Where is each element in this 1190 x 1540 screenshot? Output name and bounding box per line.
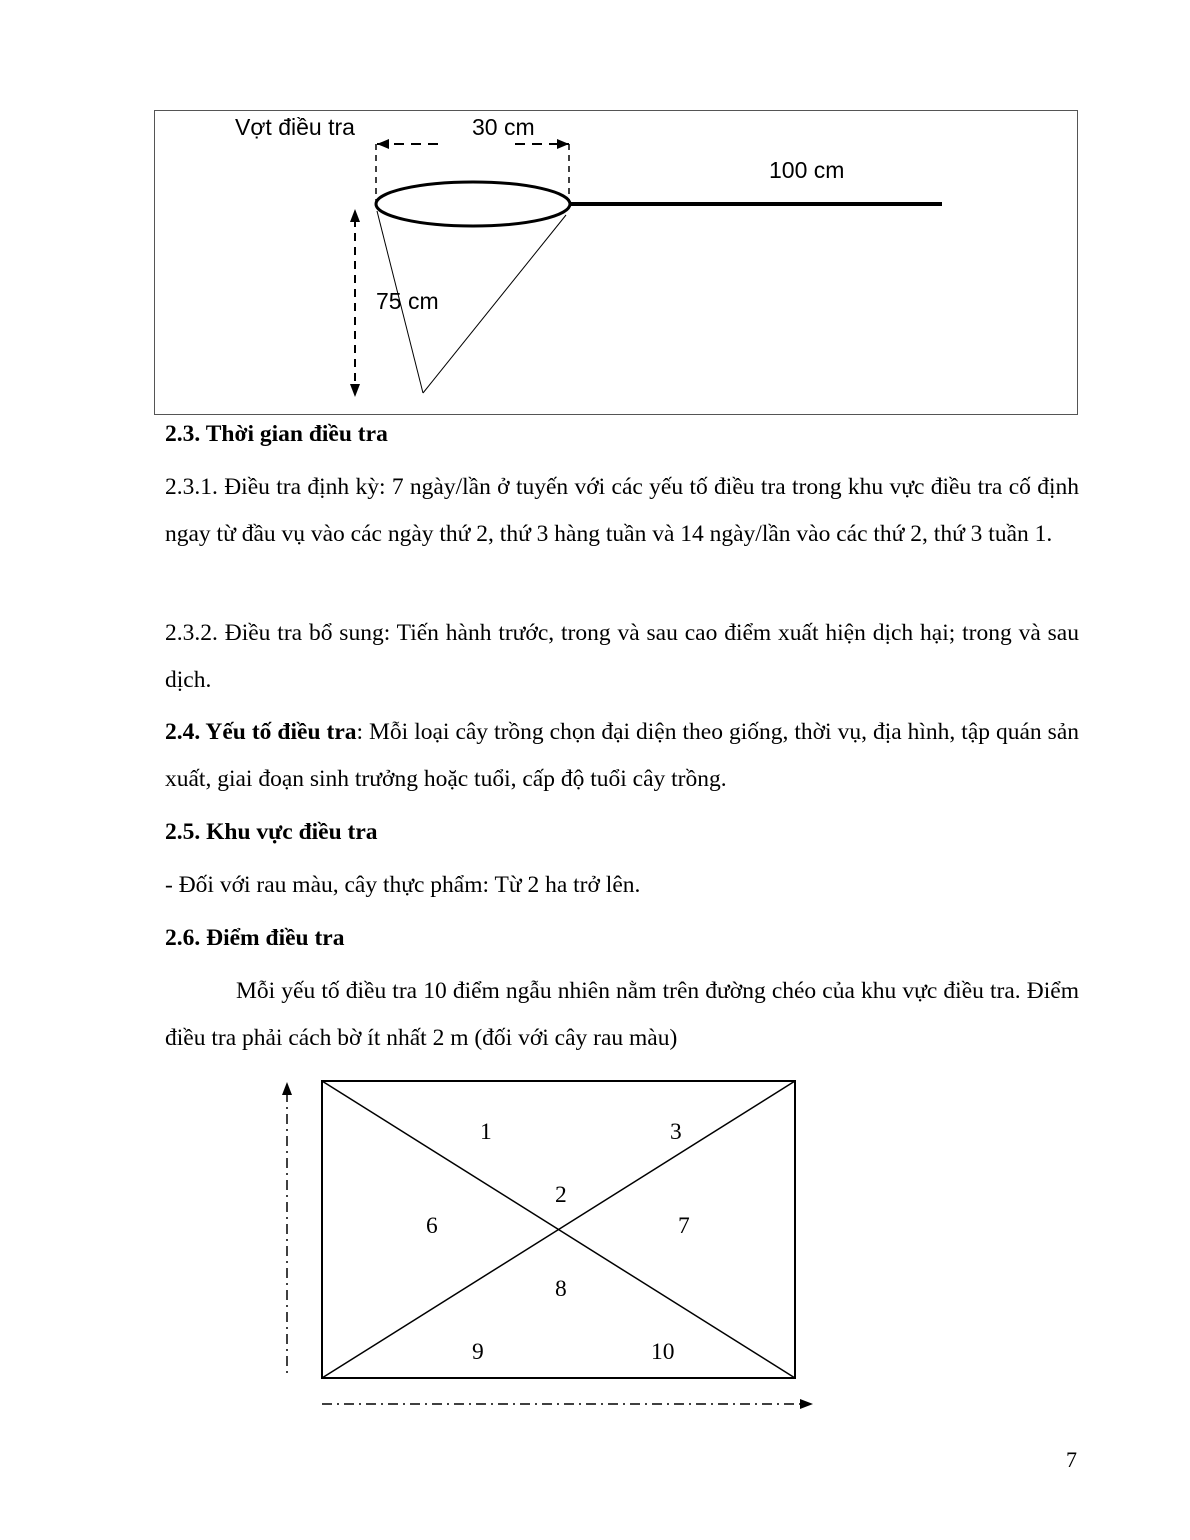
vertical-axis-arrow (282, 1082, 292, 1095)
point-10: 10 (651, 1339, 675, 1365)
section-2-4-heading: 2.4. Yếu tố điều tra (165, 719, 357, 745)
section-2-4-paragraph (165, 709, 1079, 803)
net-cone-right (423, 215, 566, 393)
width-arrow-left (377, 139, 389, 149)
point-6: 6 (426, 1213, 438, 1239)
section-2-3-2-paragraph: 2.3.2. Điều tra bổ sung: Tiến hành trước, trong và sau cao điểm xuất hiện dịch hại; trong và sau dịch. (165, 620, 1079, 693)
sampling-plot-diagram (270, 1070, 830, 1420)
horizontal-axis-arrow (800, 1399, 813, 1409)
point-1: 1 (480, 1119, 492, 1145)
section-2-3-heading: 2.3. Thời gian điều tra (165, 421, 388, 447)
point-2: 2 (555, 1182, 567, 1208)
section-2-5-bullet: - Đối với rau màu, cây thực phẩm: Từ 2 ha trở lên. (165, 872, 641, 898)
net-rim (376, 182, 570, 226)
net-tool-label: Vợt điều tra (235, 114, 355, 140)
section-2-6-heading: 2.6. Điểm điều tra (165, 925, 345, 951)
section-2-4-text: : Mỗi loại cây trồng chọn đại diện theo giống, thời vụ, địa hình, tập quán sản xuất, giai đoạn sinh trưởng hoặc tuổi, cấp độ tuổi cây trồng. (165, 719, 1080, 792)
sweep-net-figure (154, 110, 1078, 415)
net-width-label: 30 cm (472, 114, 535, 140)
net-handle-label: 100 cm (769, 157, 845, 183)
depth-arrow-bottom (350, 384, 360, 397)
page-number: 7 (1066, 1447, 1077, 1472)
net-depth-label: 75 cm (376, 288, 439, 314)
section-2-5-heading: 2.5. Khu vực điều tra (165, 819, 378, 845)
point-8: 8 (555, 1276, 567, 1302)
point-7: 7 (678, 1213, 690, 1239)
sweep-net-diagram (155, 111, 1079, 416)
point-9: 9 (472, 1339, 484, 1365)
point-3: 3 (670, 1119, 682, 1145)
section-2-3-1-paragraph: 2.3.1. Điều tra định kỳ: 7 ngày/lần ở tuyến với các yếu tố điều tra trong khu vực điều tra cố định ngay từ đầu vụ vào các ngày thứ 2, thứ 3 hàng tuần và 14 ngày/lần vào các thứ 2, thứ 3 tuần 1. (165, 474, 1079, 547)
sampling-plot-figure (270, 1070, 830, 1420)
section-2-6-paragraph: Mỗi yếu tố điều tra 10 điểm ngẫu nhiên nằm trên đường chéo của khu vực điều tra. Điểm điều tra phải cách bờ ít nhất 2 m (đối với cây rau màu) (165, 978, 1079, 1051)
width-arrow-right (557, 139, 569, 149)
depth-arrow-top (350, 209, 360, 222)
